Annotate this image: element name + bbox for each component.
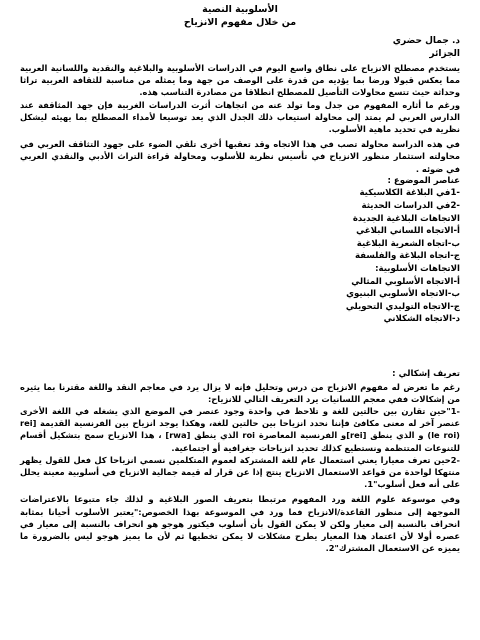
intro-paragraph-3: في هذه الدراسة محاولة تصب في هذا الاتجاه وقد تعقبها أخرى تلقي الضوء على جهود التثاقف العربي في محاولته استثمار منظور الانزياح في تأسيس نظرية للأسلوب ومحاولة قراءة التراث الأدبي والنقدي العربي في ضوئه . [20, 139, 460, 174]
list-item: -1في البلاغة الكلاسيكية [359, 188, 460, 199]
author-name: د. جمال حضري [392, 36, 460, 46]
title-line-2: من خلال مفهوم الانزياح [183, 17, 297, 28]
definition-section [20, 368, 460, 554]
title-line-1: الأسلوبية النصية [202, 4, 278, 15]
definition-paragraph: -2حين تعرف معيارا يعني استعمال عام للغة المشتركة لعموم المتكلمين نسمي انزياحا كل فعل للقول يظهر منتهكا لواحدة من قواعد الاستعمال الانزياح ينتج إذا عن قرار له قيمة جمالية الانزياح في أسلوبية معينة يحلل على أنه فعل أسلوب"1. [20, 454, 460, 490]
definition-heading: تعريف إشكالي : [392, 368, 460, 379]
intro-paragraph-1: يستخدم مصطلح الانزياح على نطاق واسع اليوم في الدراسات الأسلوبية والبلاغية والنقدية واللسانية العربية مما يعكس قبولا ورضا بما يؤديه من قدرة على الوصف من جهة وما يمثله من مناسبة للثقافة العربية تراثا وحداثة حيث تتسع محاولات التأصيل للمصطلح انطلاقا من مصادرة التناسب هذه. [20, 63, 460, 98]
list-item: أ-الاتجاه الأسلوبي المثالي [351, 276, 460, 287]
author-country: الجزائر [429, 49, 460, 59]
intro-paragraph-2: ورغم ما أثاره المفهوم من جدل وما تولد عنه من اتجاهات أثرت الدراسات الغربية فإن جهد المثاقفة عند الدارس العربي لم يمتد إلى محاولة استيعاب ذلك الجدل الذي يعد توسيعا لأمداء المصطلح بما يهيئه ليشكل نظرية في تحديد ماهية الأسلوب. [20, 99, 460, 135]
topic-elements [20, 175, 460, 326]
elements-heading: عناصر الموضوع : [387, 175, 460, 186]
list-item: -2في الدراسات الحديثة [361, 201, 460, 212]
list-item: ج-الاتجاه التوليدي التحويلي [345, 301, 460, 312]
definition-paragraph: -1"حين تقارن بين حالتين للغة و تلاحظ في واحدة وجود عنصر في الموضع الذي يشغله في اللغة الأخرى عنصر آخر له معنى مكافئ فإننا نحدد انزياحا بين حالتين للغة، وهكذا يوجد انزياح بين الفرنسية القديمة [rei (le roi) و الذي ينطق [rei]و الفرنسية المعاصرة roi الذي ينطق [rwa] ، هذا الانزياح سمح بتشكيل أقسام للتنوعات المتتظمة ونستطيع كذلك تحديد انزياحات جغرافية أو اجتماعية. [20, 405, 460, 453]
elements-subheading-rhetoric: الاتجاهات البلاغية الجديدة [352, 213, 460, 224]
list-item: أ-الاتجاه اللساني البلاغي [356, 226, 460, 237]
list-item: د-الاتجاه الشكلاني [383, 314, 460, 325]
definition-paragraph: رغم ما تعرض له مفهوم الانزياح من درس وتحليل فإنه لا يزال يرد في معاجم النقد واللغة مقترنا بما يثيره من إشكالات ففي معجم اللسانيات يرد التعريف التالي للانزياح: [20, 381, 460, 404]
list-item: ب-اتجاه الشعرية البلاغية [356, 238, 460, 249]
list-item: ج-اتجاه البلاغة والفلسفة [354, 251, 460, 262]
definition-paragraph: وفي موسوعة علوم اللغة ورد المفهوم مرتبطا بتعريف الصور البلاغية و لذلك جاء متبوعا بالاعتراضات الموجهة إلى منظور القاعدة/الانزياح فما ورد في الموسوعة بهذا الخصوص:"يعتبر الأسلوب أحيانا بمثابة انحراف بالنسبة إلى معيار ولكن لا يمكن القول بأن أسلوب فيكتور هوجو هو انحراف بالنسبة إلى معيار في عصره أولا لأن اعتماد هذا المعيار يطرح مشكلات لا يمكن تخطيها ثم لأن ما يميز هوجو ليس بالضرورة ما يميزه عن الاستعمال المشترك"2. [20, 494, 460, 554]
elements-subheading-stylistics: الاتجاهات الأسلوبية: [375, 263, 460, 274]
list-item: ب-الاتجاه الأسلوبي البنيوي [346, 289, 460, 300]
